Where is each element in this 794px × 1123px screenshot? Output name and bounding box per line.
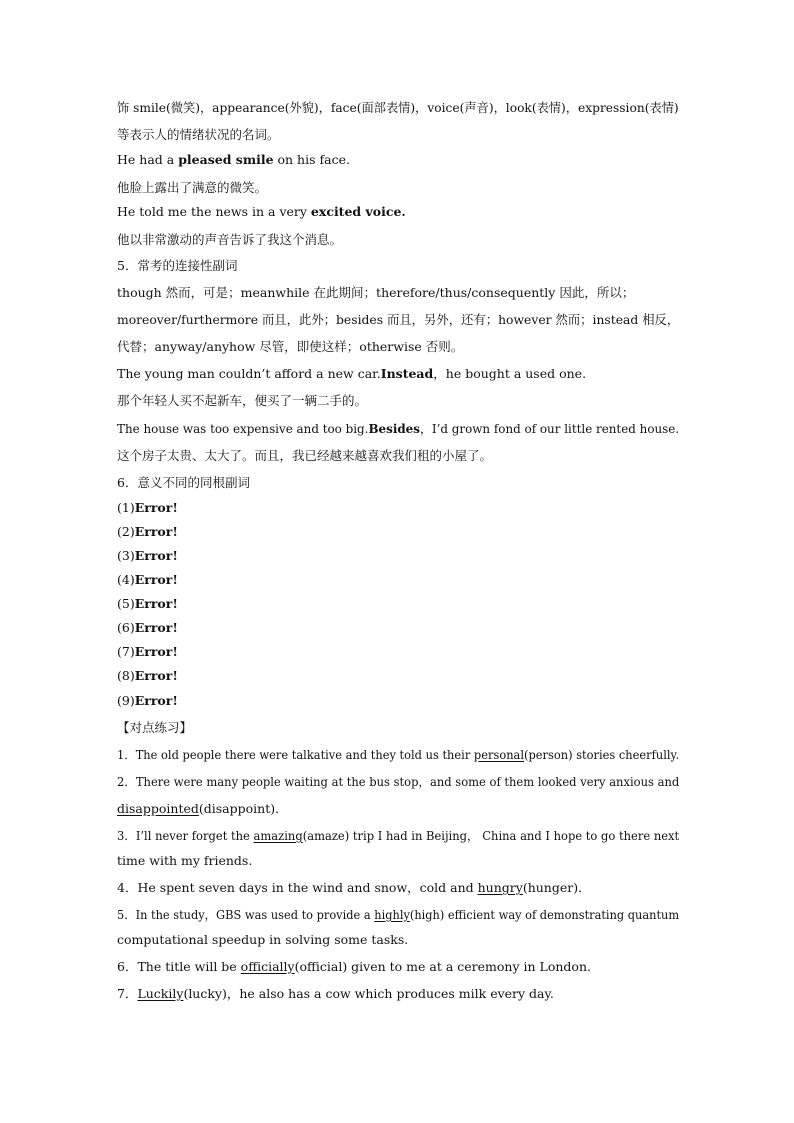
error-item: (7)Error! bbox=[117, 644, 178, 659]
practice-question-5-cont: computational speedup in solving some tasks. bbox=[117, 932, 409, 947]
example-sentence-1: He had a pleased smile on his face. bbox=[117, 152, 350, 167]
practice-question-2-cont: disappointed(disappoint)． bbox=[117, 801, 288, 816]
example-sentence-2: He told me the news in a very excited voice. bbox=[117, 204, 406, 219]
error-item: (3)Error! bbox=[117, 548, 178, 563]
section-heading-5: 5．常考的连接性副词 bbox=[117, 258, 238, 273]
noun-list-line: 饰 smile(微笑)，appearance(外貌)，face(面部表情)，voice(声音)，look(表情)，expression(表情) bbox=[117, 100, 679, 115]
error-item: (1)Error! bbox=[117, 500, 178, 515]
error-item: (5)Error! bbox=[117, 596, 178, 611]
practice-question-3: 3．I’ll never forget the amazing(amaze) trip I had in Beijing， China and I hope to go there next bbox=[117, 828, 680, 843]
adverb-list-line-2: moreover/furthermore 而且，此外；besides 而且，另外，还有；however 然而；instead 相反， bbox=[117, 312, 680, 327]
example-sentence-3: The young man couldn’t afford a new car.Instead，he bought a used one. bbox=[117, 366, 587, 381]
answer-blank: hungry bbox=[477, 880, 523, 895]
error-item: (4)Error! bbox=[117, 572, 178, 587]
answer-blank: personal bbox=[473, 747, 525, 762]
error-item: (8)Error! bbox=[117, 668, 178, 683]
error-item: (9)Error! bbox=[117, 693, 178, 708]
error-item: (6)Error! bbox=[117, 620, 178, 635]
practice-question-4: 4．He spent seven days in the wind and snow，cold and hungry(hunger)． bbox=[117, 880, 591, 895]
answer-blank: officially bbox=[240, 959, 295, 974]
adverb-list-line-3: 代替；anyway/anyhow 尽管，即使这样；otherwise 否则。 bbox=[117, 339, 464, 354]
answer-blank: amazing bbox=[253, 828, 303, 843]
example-translation-1: 他脸上露出了满意的微笑。 bbox=[117, 180, 268, 195]
answer-blank: highly bbox=[374, 907, 410, 922]
example-sentence-4: The house was too expensive and too big.Besides，I’d grown fond of our little rented house. bbox=[117, 421, 680, 436]
practice-heading: 【对点练习】 bbox=[117, 720, 193, 735]
example-translation-3: 那个年轻人买不起新车，便买了一辆二手的。 bbox=[117, 393, 368, 408]
practice-question-3-cont: time with my friends. bbox=[117, 853, 253, 868]
error-item: (2)Error! bbox=[117, 524, 178, 539]
practice-question-2: 2．There were many people waiting at the bus stop，and some of them looked very anxious and bbox=[117, 774, 680, 789]
practice-question-6: 6．The title will be officially(official) given to me at a ceremony in London. bbox=[117, 959, 591, 974]
practice-question-5: 5．In the study，GBS was used to provide a highly(high) efficient way of demonstrating quantum bbox=[117, 907, 680, 922]
example-translation-4: 这个房子太贵、太大了。而且，我已经越来越喜欢我们租的小屋了。 bbox=[117, 448, 493, 463]
noun-list-line-2: 等表示人的情绪状况的名词。 bbox=[117, 127, 280, 142]
practice-question-1: 1．The old people there were talkative and they told us their personal(person) stories cheerfully. bbox=[117, 747, 680, 762]
adverb-list-line-1: though 然而，可是；meanwhile 在此期间；therefore/thus/consequently 因此，所以； bbox=[117, 285, 635, 300]
answer-blank: Luckily bbox=[137, 986, 184, 1001]
practice-question-7: 7．Luckily(lucky)，he also has a cow which produces milk every day. bbox=[117, 986, 554, 1001]
example-translation-2: 他以非常激动的声音告诉了我这个消息。 bbox=[117, 232, 343, 247]
section-heading-6: 6．意义不同的同根副词 bbox=[117, 475, 250, 490]
answer-blank: disappointed bbox=[117, 801, 199, 816]
